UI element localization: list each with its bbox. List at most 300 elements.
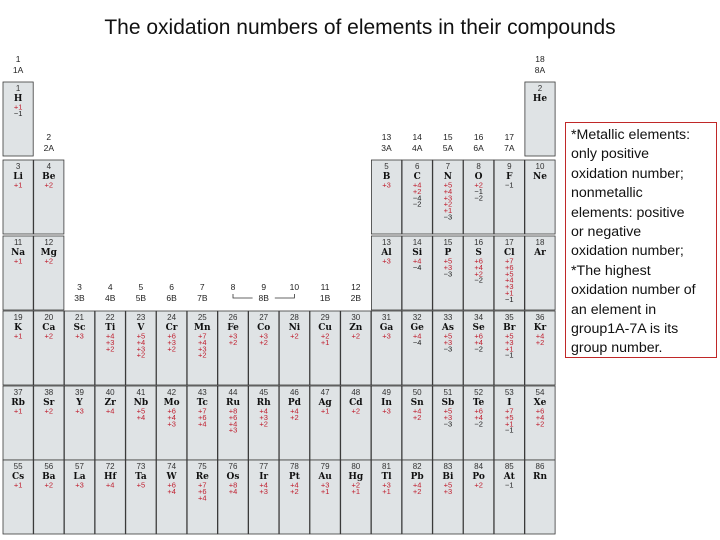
atomic-number: 74 xyxy=(167,462,177,471)
group-number: 9 xyxy=(261,282,267,292)
oxidation-number: +5 xyxy=(443,256,453,266)
element-cell-se xyxy=(464,311,494,385)
oxidation-number: +4 xyxy=(198,419,207,429)
oxidation-number: +6 xyxy=(167,480,176,490)
oxidation-number: +2 xyxy=(259,419,268,429)
atomic-number: 29 xyxy=(320,313,330,322)
note-line: nonmetallic xyxy=(571,185,643,202)
oxidation-number: +3 xyxy=(382,256,391,266)
element-symbol: Hf xyxy=(104,472,117,482)
element-symbol: N xyxy=(443,172,453,182)
oxidation-number: +5 xyxy=(443,180,453,190)
oxidation-number: −2 xyxy=(474,344,483,354)
element-symbol: Fe xyxy=(227,323,239,333)
element-symbol: In xyxy=(381,398,392,408)
element-symbol: Ru xyxy=(225,398,241,408)
atomic-number: 53 xyxy=(504,388,514,397)
element-symbol: Po xyxy=(472,472,485,482)
note-line: only positive xyxy=(571,146,650,163)
oxidation-number: +2 xyxy=(290,486,299,496)
element-cell-cs xyxy=(3,460,33,534)
oxidation-number: +3 xyxy=(505,337,514,347)
atomic-number: 4 xyxy=(46,162,52,171)
oxidation-number: +1 xyxy=(13,406,23,416)
element-cell-fe xyxy=(218,311,248,385)
element-symbol: Re xyxy=(195,472,209,482)
atomic-number: 44 xyxy=(228,388,238,397)
oxidation-number: +2 xyxy=(412,412,422,422)
oxidation-number: +3 xyxy=(443,262,453,272)
oxidation-number: +3 xyxy=(259,331,268,341)
atomic-number: 82 xyxy=(412,462,422,471)
element-symbol: Mo xyxy=(163,398,180,408)
element-cell-al xyxy=(371,236,401,310)
oxidation-number: +2 xyxy=(535,419,545,429)
element-symbol: Sb xyxy=(441,398,455,408)
element-cell-br xyxy=(494,311,524,385)
oxidation-number: +3 xyxy=(443,337,453,347)
oxidation-number: +2 xyxy=(198,350,207,360)
note-line: or negative xyxy=(571,224,642,241)
element-symbol: Rh xyxy=(256,398,271,408)
element-symbol: Na xyxy=(11,248,26,258)
note-line: *Metallic elements: xyxy=(571,127,691,143)
page-title: The oxidation numbers of elements in their compounds xyxy=(104,16,616,39)
element-symbol: Si xyxy=(412,248,423,258)
oxidation-number: +6 xyxy=(474,406,483,416)
oxidation-number: +7 xyxy=(198,480,207,490)
oxidation-number: +4 xyxy=(474,412,483,422)
oxidation-number: +1 xyxy=(320,406,330,416)
oxidation-number: +6 xyxy=(167,331,176,341)
oxidation-number: +4 xyxy=(474,337,483,347)
oxidation-number: +2 xyxy=(167,344,176,354)
oxidation-number: +2 xyxy=(474,480,483,490)
element-cell-ir xyxy=(249,460,279,534)
group-name: 5B xyxy=(135,293,147,303)
oxidation-number: +3 xyxy=(382,180,391,190)
atomic-number: 35 xyxy=(504,313,514,322)
oxidation-number: +4 xyxy=(198,493,207,503)
oxidation-number: +1 xyxy=(13,256,23,266)
oxidation-number: +8 xyxy=(228,406,238,416)
element-symbol: C xyxy=(413,172,421,182)
atomic-number: 50 xyxy=(412,388,422,397)
oxidation-number: +5 xyxy=(443,331,453,341)
element-symbol: Nb xyxy=(133,398,149,408)
group-name: 3A xyxy=(381,143,392,153)
element-cell-n xyxy=(433,160,463,234)
element-cell-mg xyxy=(34,236,64,310)
oxidation-number: +7 xyxy=(505,256,514,266)
oxidation-number: −1 xyxy=(505,350,514,360)
element-cell-i xyxy=(494,386,524,460)
element-symbol: Co xyxy=(257,323,271,333)
element-cell-c xyxy=(402,160,432,234)
oxidation-number: +4 xyxy=(259,480,268,490)
element-symbol: Se xyxy=(472,323,485,333)
oxidation-number: +4 xyxy=(228,419,238,429)
atomic-number: 12 xyxy=(44,238,54,247)
group-name: 1B xyxy=(319,293,331,303)
atomic-number: 32 xyxy=(412,313,422,322)
oxidation-number: +2 xyxy=(44,406,54,416)
oxidation-number: +3 xyxy=(259,412,268,422)
oxidation-number: +4 xyxy=(290,406,299,416)
group-number: 14 xyxy=(412,132,422,142)
element-cell-ti xyxy=(95,311,125,385)
oxidation-number: +1 xyxy=(13,102,23,112)
oxidation-number: +4 xyxy=(535,412,545,422)
group-number: 7 xyxy=(199,282,205,292)
oxidation-number: −3 xyxy=(443,269,453,279)
element-symbol: H xyxy=(13,94,23,104)
group-label xyxy=(258,282,269,303)
element-symbol: Cr xyxy=(165,323,178,333)
oxidation-number: +5 xyxy=(505,331,514,341)
oxidation-number: +2 xyxy=(535,337,545,347)
atomic-number: 72 xyxy=(105,462,115,471)
element-cell-in xyxy=(371,386,401,460)
oxidation-number: +5 xyxy=(505,412,514,422)
atomic-number: 8 xyxy=(476,162,481,171)
element-cell-ne xyxy=(525,160,555,234)
group-label xyxy=(136,282,147,303)
oxidation-number: +4 xyxy=(412,180,422,190)
group-number: 16 xyxy=(473,132,484,142)
element-cell-cd xyxy=(341,386,371,460)
atomic-number: 24 xyxy=(167,313,177,322)
group-label xyxy=(443,132,454,153)
atomic-number: 48 xyxy=(351,388,361,397)
note-line: *The highest xyxy=(571,262,651,279)
atomic-number: 73 xyxy=(136,462,146,471)
atomic-number: 3 xyxy=(15,162,21,171)
element-symbol: Zn xyxy=(349,323,363,333)
atomic-number: 78 xyxy=(289,462,299,471)
element-symbol: V xyxy=(137,323,145,333)
group-name: 8A xyxy=(534,65,546,75)
oxidation-number: +1 xyxy=(443,206,453,216)
oxidation-number: +7 xyxy=(198,406,207,416)
element-cell-as xyxy=(433,311,463,385)
oxidation-number: +4 xyxy=(259,406,268,416)
oxidation-number: +4 xyxy=(105,480,115,490)
oxidation-number: +4 xyxy=(535,331,545,341)
group-number: 3 xyxy=(77,282,82,292)
group-name: 4A xyxy=(411,143,423,153)
atomic-number: 1 xyxy=(15,84,21,93)
group-label xyxy=(13,54,24,75)
element-symbol: O xyxy=(474,172,483,182)
group-name: 7B xyxy=(197,293,208,303)
element-symbol: Au xyxy=(318,472,332,482)
group-number: 18 xyxy=(535,54,545,64)
element-symbol: Ni xyxy=(288,323,301,333)
element-symbol: Hg xyxy=(348,472,364,482)
oxidation-number: +6 xyxy=(474,331,483,341)
element-symbol: Sc xyxy=(73,323,86,333)
element-symbol: Rn xyxy=(532,472,548,482)
element-cell-be xyxy=(34,160,64,234)
oxidation-number: +2 xyxy=(351,331,361,341)
oxidation-number: +1 xyxy=(505,419,514,429)
oxidation-number: +3 xyxy=(382,406,391,416)
atomic-number: 54 xyxy=(535,388,545,397)
atomic-number: 51 xyxy=(443,388,453,397)
element-cell-mo xyxy=(157,386,187,460)
oxidation-number: +4 xyxy=(412,406,422,416)
oxidation-number: +2 xyxy=(351,480,361,490)
element-symbol: Sr xyxy=(43,398,55,408)
oxidation-number: +1 xyxy=(320,337,330,347)
element-symbol: Kr xyxy=(533,323,547,333)
element-cell-h xyxy=(3,82,33,156)
oxidation-number: +3 xyxy=(443,412,453,422)
oxidation-number: +4 xyxy=(105,331,115,341)
oxidation-number: +1 xyxy=(382,486,391,496)
element-cell-sc xyxy=(64,311,94,385)
oxidation-number: +3 xyxy=(382,480,391,490)
element-cell-pt xyxy=(279,460,309,534)
oxidation-number: +6 xyxy=(198,486,207,496)
group-label xyxy=(290,282,300,292)
element-symbol: Pd xyxy=(287,398,301,408)
group-number: 11 xyxy=(320,282,330,292)
element-symbol: Br xyxy=(503,323,516,333)
element-cell-hf xyxy=(95,460,125,534)
element-symbol: Ti xyxy=(105,323,116,333)
element-cell-kr xyxy=(525,311,555,385)
element-symbol: I xyxy=(507,398,512,408)
element-symbol: He xyxy=(532,94,548,104)
group-name: 4B xyxy=(104,293,116,303)
element-cell-po xyxy=(464,460,494,534)
oxidation-number: +2 xyxy=(44,180,54,190)
oxidation-number: +1 xyxy=(13,331,23,341)
oxidation-number: −2 xyxy=(474,193,483,203)
atomic-number: 30 xyxy=(351,313,361,322)
element-symbol: B xyxy=(382,172,391,182)
atomic-number: 46 xyxy=(289,388,299,397)
oxidation-number: +2 xyxy=(412,186,422,196)
element-symbol: Os xyxy=(226,472,240,482)
oxidation-number: +3 xyxy=(198,344,207,354)
element-cell-ca xyxy=(34,311,64,385)
element-cell-au xyxy=(310,460,340,534)
group-label xyxy=(351,282,362,303)
oxidation-number: +3 xyxy=(75,480,84,490)
atomic-number: 40 xyxy=(105,388,115,397)
atomic-number: 83 xyxy=(443,462,453,471)
element-cell-pd xyxy=(279,386,309,460)
group-number: 10 xyxy=(289,282,300,292)
element-symbol: Pt xyxy=(288,472,300,482)
element-symbol: Mg xyxy=(40,248,57,258)
oxidation-number: +2 xyxy=(228,337,238,347)
atomic-number: 20 xyxy=(44,313,54,322)
element-cell-os xyxy=(218,460,248,534)
element-cell-ta xyxy=(126,460,156,534)
atomic-number: 57 xyxy=(75,462,84,471)
element-cell-re xyxy=(187,460,217,534)
atomic-number: 25 xyxy=(197,313,207,322)
element-symbol: Ar xyxy=(534,248,546,258)
oxidation-number: +6 xyxy=(228,412,238,422)
atomic-number: 47 xyxy=(320,388,330,397)
atomic-number: 15 xyxy=(443,238,453,247)
element-cell-cl xyxy=(494,236,524,310)
atomic-number: 86 xyxy=(535,462,545,471)
atomic-number: 26 xyxy=(228,313,238,322)
oxidation-number: −3 xyxy=(443,212,453,222)
element-cell-s xyxy=(464,236,494,310)
element-cell-cu xyxy=(310,311,340,385)
oxidation-number: +4 xyxy=(505,275,514,285)
oxidation-number: +4 xyxy=(474,262,483,272)
element-cell-bi xyxy=(433,460,463,534)
oxidation-number: +2 xyxy=(474,180,483,190)
element-cell-ge xyxy=(402,311,432,385)
element-cell-sr xyxy=(34,386,64,460)
note-line: elements: positive xyxy=(571,204,685,221)
oxidation-number: +4 xyxy=(167,412,176,422)
oxidation-number: +1 xyxy=(505,288,514,298)
element-symbol: Ca xyxy=(42,323,56,333)
element-cell-nb xyxy=(126,386,156,460)
element-cell-rb xyxy=(3,386,33,460)
element-cell-hg xyxy=(341,460,371,534)
oxidation-number: +6 xyxy=(474,256,483,266)
element-cell-he xyxy=(525,82,555,156)
note-line: group number. xyxy=(571,340,663,357)
oxidation-number: +4 xyxy=(412,480,422,490)
oxidation-number: +8 xyxy=(228,480,238,490)
atomic-number: 36 xyxy=(535,313,545,322)
group-name: 2A xyxy=(43,143,55,153)
element-symbol: Rb xyxy=(11,398,25,408)
atomic-number: 19 xyxy=(13,313,23,322)
oxidation-number: +7 xyxy=(198,331,207,341)
note-line: an element in xyxy=(571,301,657,318)
element-symbol: Ir xyxy=(259,472,269,482)
element-cell-sb xyxy=(433,386,463,460)
oxidation-number: +2 xyxy=(290,412,299,422)
element-symbol: Bi xyxy=(442,472,454,482)
atomic-number: 11 xyxy=(13,238,23,247)
group-number: 12 xyxy=(351,282,361,292)
element-symbol: Be xyxy=(42,172,56,182)
oxidation-number: −1 xyxy=(474,186,483,196)
oxidation-number: +6 xyxy=(167,406,176,416)
atomic-number: 17 xyxy=(504,238,514,247)
element-symbol: Tc xyxy=(196,398,208,408)
element-symbol: Tl xyxy=(381,472,392,482)
oxidation-number: +3 xyxy=(228,331,238,341)
element-cell-p xyxy=(433,236,463,310)
note-box xyxy=(565,122,717,358)
element-cell-f xyxy=(494,160,524,234)
oxidation-number: +5 xyxy=(136,406,146,416)
atomic-number: 6 xyxy=(414,162,420,171)
oxidation-number: +3 xyxy=(167,337,176,347)
oxidation-number: +2 xyxy=(44,256,54,266)
oxidation-number: +4 xyxy=(412,256,422,266)
element-symbol: Cu xyxy=(318,323,332,333)
oxidation-number: +3 xyxy=(105,337,115,347)
element-symbol: W xyxy=(166,472,177,482)
group-name: 8B xyxy=(258,293,269,303)
group-label xyxy=(105,282,116,303)
group-number: 15 xyxy=(443,132,453,142)
oxidation-number: +2 xyxy=(105,344,115,354)
atomic-number: 37 xyxy=(13,388,23,397)
group-number: 4 xyxy=(107,282,113,292)
note-line: oxidation number; xyxy=(571,243,684,260)
oxidation-number: +4 xyxy=(412,331,422,341)
element-cell-ru xyxy=(218,386,248,460)
atomic-number: 42 xyxy=(167,388,177,397)
element-symbol: Sn xyxy=(410,398,424,408)
oxidation-number: −2 xyxy=(412,199,422,209)
element-cell-w xyxy=(157,460,187,534)
element-cell-zr xyxy=(95,386,125,460)
oxidation-number: +2 xyxy=(320,331,330,341)
oxidation-number: +2 xyxy=(136,350,146,360)
oxidation-number: −4 xyxy=(412,193,422,203)
group-number: 2 xyxy=(46,132,52,142)
atomic-number: 56 xyxy=(44,462,54,471)
atomic-number: 33 xyxy=(443,313,453,322)
oxidation-number: +3 xyxy=(228,425,238,435)
element-symbol: Cl xyxy=(504,248,515,258)
element-symbol: Ta xyxy=(135,472,147,482)
atomic-number: 31 xyxy=(382,313,391,322)
group-name: 6B xyxy=(166,293,177,303)
atomic-number: 2 xyxy=(537,84,543,93)
oxidation-number: −1 xyxy=(505,294,514,304)
atomic-number: 10 xyxy=(535,162,545,171)
oxidation-number: +2 xyxy=(44,480,54,490)
oxidation-number: +2 xyxy=(351,406,361,416)
oxidation-number: +5 xyxy=(443,480,453,490)
oxidation-number: +4 xyxy=(167,486,176,496)
oxidation-number: +2 xyxy=(443,199,453,209)
atomic-number: 55 xyxy=(13,462,23,471)
element-cell-na xyxy=(3,236,33,310)
oxidation-number: +1 xyxy=(505,344,514,354)
element-symbol: Ne xyxy=(533,172,547,182)
group-number: 6 xyxy=(169,282,174,292)
element-cell-te xyxy=(464,386,494,460)
element-cell-b xyxy=(371,160,401,234)
oxidation-number: +4 xyxy=(105,406,115,416)
note-line: oxidation number; xyxy=(571,165,684,182)
oxidation-number: +6 xyxy=(535,406,545,416)
oxidation-number: +1 xyxy=(351,486,361,496)
oxidation-number: −4 xyxy=(412,262,422,272)
atomic-number: 13 xyxy=(382,238,391,247)
element-symbol: Xe xyxy=(533,398,547,408)
atomic-number: 39 xyxy=(75,388,84,397)
element-cell-k xyxy=(3,311,33,385)
atomic-number: 38 xyxy=(44,388,54,397)
element-symbol: Al xyxy=(381,248,392,258)
atomic-number: 52 xyxy=(474,388,484,397)
atomic-number: 9 xyxy=(507,162,512,171)
element-cell-xe xyxy=(525,386,555,460)
group-number: 5 xyxy=(138,282,144,292)
